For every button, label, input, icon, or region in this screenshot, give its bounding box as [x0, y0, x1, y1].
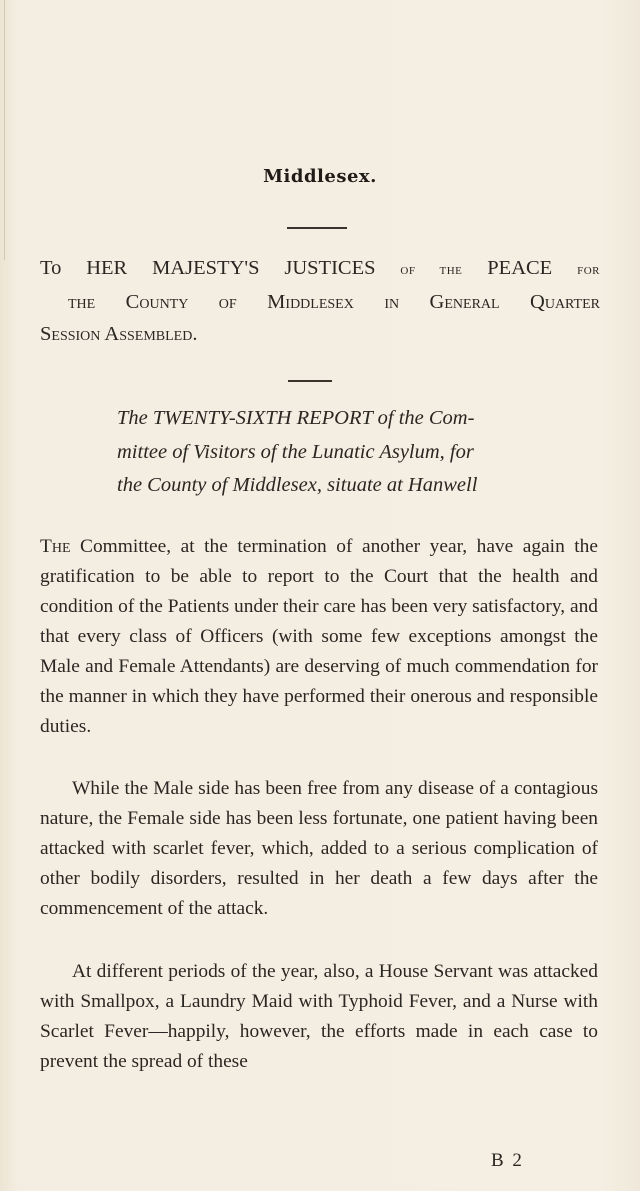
- address-text: in General Quarter: [384, 291, 600, 313]
- paragraph: While the Male side has been free from any disease of a contagious nature, the Female side has been less fortunate, one patient having been attacked with scarlet fever, which, added to a serious complication of other bodily disorders, resulted in her death a few days after the commencement of the attack.: [40, 778, 598, 919]
- page-binding-edge: [4, 0, 5, 260]
- address-block: [40, 252, 600, 350]
- paragraph: [40, 532, 598, 742]
- heading-divider: [287, 227, 347, 229]
- report-title-line: The TWENTY-SIXTH REPORT of the Com-: [117, 407, 475, 429]
- signature-mark: B 2: [491, 1150, 524, 1171]
- report-body: [40, 532, 598, 1077]
- county-heading: Middlesex.: [263, 166, 377, 187]
- address-text: of the: [400, 262, 463, 278]
- report-title-line: mittee of Visitors of the Lunatic Asylum, for: [117, 440, 474, 463]
- address-line-2: [40, 286, 600, 318]
- address-line-3: Session Assembled.: [40, 323, 198, 345]
- address-text: for: [577, 262, 600, 278]
- paragraph-text: Committee, at the termination of another year, have again the gratification to be able to report to the Court that the health and condition of the Patients under their care has been very satisfactory, and that every class of Officers (with some few exceptions amongst the Male and Female Attendants) are deserving of much commendation for the manner in which they have performed their onerous and responsible duties.: [40, 536, 598, 737]
- address-text: the County of: [68, 291, 237, 313]
- section-divider: [288, 380, 332, 382]
- paragraph: At different periods of the year, also, a House Servant was attacked with Smallpox, a Laundry Maid with Typhoid Fever, and a Nurse with Scarlet Fever—happily, however, the efforts made in each case to prevent the spread of these: [40, 961, 598, 1072]
- paragraph-lead: The: [40, 536, 71, 557]
- address-text: PEACE: [462, 257, 578, 279]
- address-text: To HER MAJESTY'S JUSTICES: [40, 257, 401, 279]
- address-line-1: [40, 252, 600, 286]
- address-text: Middlesex: [236, 291, 385, 313]
- report-title-line: the County of Middlesex, situate at Hanwell: [117, 474, 478, 496]
- report-title: [117, 402, 597, 503]
